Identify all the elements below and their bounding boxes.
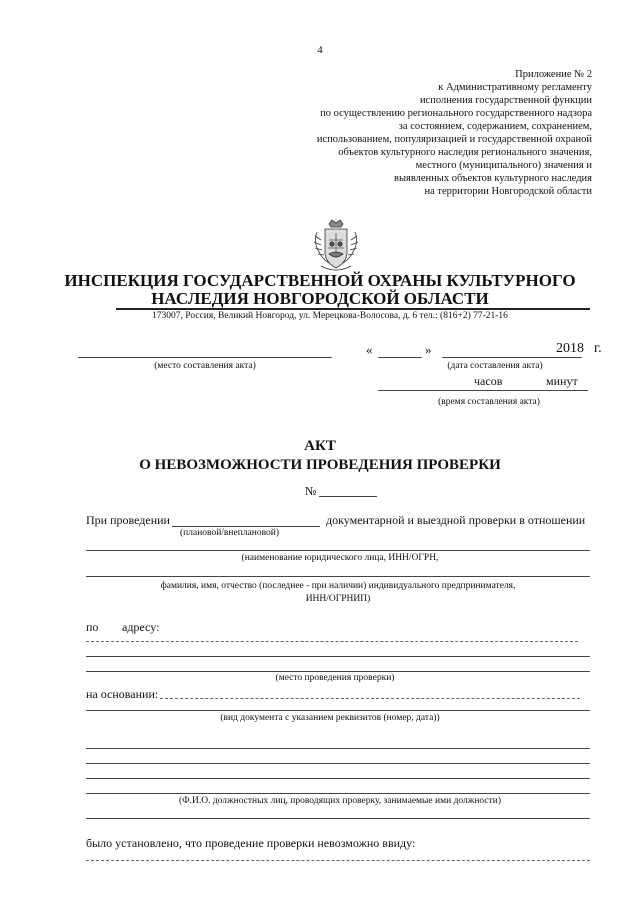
appendix-line: по осуществлению регионального государственного надзора xyxy=(320,108,592,119)
inspection-place-caption: (место проведения проверки) xyxy=(275,673,395,683)
coat-of-arms-icon xyxy=(311,218,361,274)
place-caption: (место составления акта) xyxy=(154,361,256,371)
hours-label: часов xyxy=(474,374,503,388)
time-line xyxy=(378,390,588,391)
appendix-line: использованием, популяризацией и государственной охраной xyxy=(316,134,592,145)
established-text: было установлено, что проведение проверки невозможно ввиду: xyxy=(86,836,416,850)
org-address: 173007, Россия, Великий Новгород, ул. Мерецкова-Волосова, д. 6 тел.: (816+2) 77-21-16 xyxy=(152,311,508,321)
appendix-line: за состоянием, содержанием, сохранением, xyxy=(398,121,592,132)
address-line-2 xyxy=(86,656,590,657)
document-caption: (вид документа с указанием реквизитов (номер, дата)) xyxy=(220,713,440,723)
person-line xyxy=(86,576,590,577)
address-line-3 xyxy=(86,671,590,672)
appendix-line: выявленных объектов культурного наследия xyxy=(394,173,592,184)
act-title-line1: АКТ xyxy=(304,438,336,454)
minutes-label: минут xyxy=(546,374,578,388)
number-line xyxy=(319,496,377,497)
legal-entity-caption: (наименование юридического лица, ИНН/ОГРН, xyxy=(241,553,439,563)
quote-open: « xyxy=(366,342,373,357)
person-caption-line2: ИНН/ОГРНИП) xyxy=(305,594,371,604)
address-line-1 xyxy=(86,641,578,642)
org-name-line1: ИНСПЕКЦИЯ ГОСУДАРСТВЕННОЙ ОХРАНЫ КУЛЬТУРНОГО xyxy=(64,271,576,290)
number-label: № xyxy=(305,484,317,498)
officials-caption: (Ф.И.О. должностных лиц, проводящих проверку, занимаемые ими должности) xyxy=(178,796,502,806)
established-line xyxy=(86,860,590,861)
legal-entity-line xyxy=(86,550,590,551)
org-name-line2: НАСЛЕДИЯ НОВГОРОДСКОЙ ОБЛАСТИ xyxy=(151,289,489,308)
officials-line-1 xyxy=(86,748,590,749)
time-caption: (время составления акта) xyxy=(438,397,540,407)
act-title xyxy=(120,437,520,475)
officials-line-2 xyxy=(86,763,590,764)
basis-label: на основании: xyxy=(86,687,159,701)
day-line xyxy=(378,357,422,358)
conduct-prefix: При проведении xyxy=(86,513,170,527)
conduct-suffix: документарной и выездной проверки в отношении xyxy=(326,513,586,527)
appendix-line: на территории Новгородской области xyxy=(424,186,592,197)
header-divider xyxy=(116,308,590,310)
appendix-block xyxy=(232,68,592,198)
year-suffix: г. xyxy=(594,341,602,356)
appendix-line: исполнения государственной функции xyxy=(419,95,592,106)
date-caption: (дата составления акта) xyxy=(447,361,543,371)
place-line xyxy=(78,357,332,358)
officials-line-3 xyxy=(86,778,590,779)
person-caption-line1: фамилия, имя, отчество (последнее - при наличии) индивидуального предпринимателя, xyxy=(160,581,516,591)
planned-line xyxy=(172,526,320,527)
year-value: 2018 xyxy=(556,341,584,356)
address-label: адресу: xyxy=(122,620,160,634)
appendix-line: к Административному регламенту xyxy=(438,82,592,93)
appendix-line: местного (муниципального) значения и xyxy=(415,160,592,171)
person-caption xyxy=(86,580,590,606)
month-year-line xyxy=(442,357,582,358)
quote-close: » xyxy=(425,342,432,357)
act-title-line2: О НЕВОЗМОЖНОСТИ ПРОВЕДЕНИЯ ПРОВЕРКИ xyxy=(139,457,501,473)
basis-line xyxy=(160,698,580,699)
org-heading xyxy=(60,272,580,308)
basis-line-2 xyxy=(86,710,590,711)
officials-line-4 xyxy=(86,793,590,794)
appendix-line: объектов культурного наследия регионального значения, xyxy=(338,147,592,158)
officials-line-5 xyxy=(86,818,590,819)
page-number: 4 xyxy=(317,45,323,56)
planned-caption: (плановой/внеплановой) xyxy=(180,528,280,538)
appendix-line: Приложение № 2 xyxy=(515,69,592,80)
address-po: по xyxy=(86,620,99,634)
